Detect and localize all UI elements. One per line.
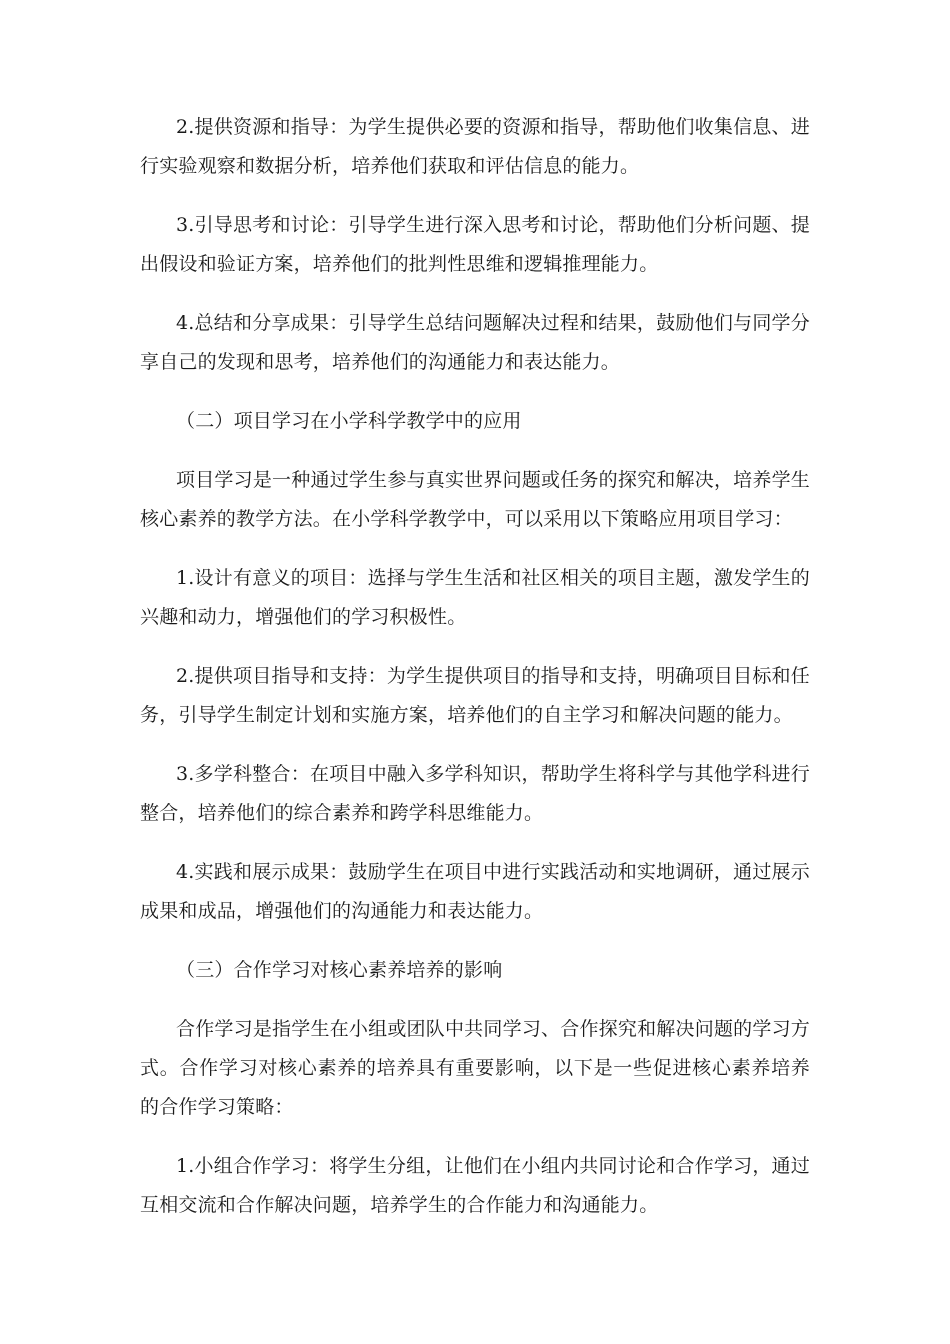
section-heading-cooperative-learning: （三）合作学习对核心素养培养的影响	[176, 959, 503, 981]
section-heading-project-learning: （二）项目学习在小学科学教学中的应用	[176, 410, 522, 432]
item-multidisciplinary: 3.多学科整合：在项目中融入多学科知识，帮助学生将科学与其他学科进行整合，培养他们的综合素养和跨学科思维能力。	[140, 763, 810, 824]
document-body	[140, 108, 810, 1245]
intro-project-learning: 项目学习是一种通过学生参与真实世界问题或任务的探究和解决，培养学生核心素养的教学方法。在小学科学教学中，可以采用以下策略应用项目学习：	[140, 469, 810, 530]
item-practice-showcase: 4.实践和展示成果：鼓励学生在项目中进行实践活动和实地调研，通过展示成果和成品，增强他们的沟通能力和表达能力。	[140, 861, 810, 922]
item-guide-thinking: 3.引导思考和讨论：引导学生进行深入思考和讨论，帮助他们分析问题、提出假设和验证方案，培养他们的批判性思维和逻辑推理能力。	[140, 214, 810, 275]
intro-cooperative-learning: 合作学习是指学生在小组或团队中共同学习、合作探究和解决问题的学习方式。合作学习对核心素养的培养具有重要影响，以下是一些促进核心素养培养的合作学习策略：	[140, 1018, 810, 1118]
item-design-project: 1.设计有意义的项目：选择与学生生活和社区相关的项目主题，激发学生的兴趣和动力，增强他们的学习积极性。	[140, 567, 810, 628]
item-summarize-share: 4.总结和分享成果：引导学生总结问题解决过程和结果，鼓励他们与同学分享自己的发现和思考，培养他们的沟通能力和表达能力。	[140, 312, 810, 373]
item-project-guidance: 2.提供项目指导和支持：为学生提供项目的指导和支持，明确项目目标和任务，引导学生制定计划和实施方案，培养他们的自主学习和解决问题的能力。	[140, 665, 810, 726]
item-provide-resources: 2.提供资源和指导：为学生提供必要的资源和指导，帮助他们收集信息、进行实验观察和数据分析，培养他们获取和评估信息的能力。	[140, 116, 810, 177]
item-group-cooperation: 1.小组合作学习：将学生分组，让他们在小组内共同讨论和合作学习，通过互相交流和合作解决问题，培养学生的合作能力和沟通能力。	[140, 1155, 810, 1216]
